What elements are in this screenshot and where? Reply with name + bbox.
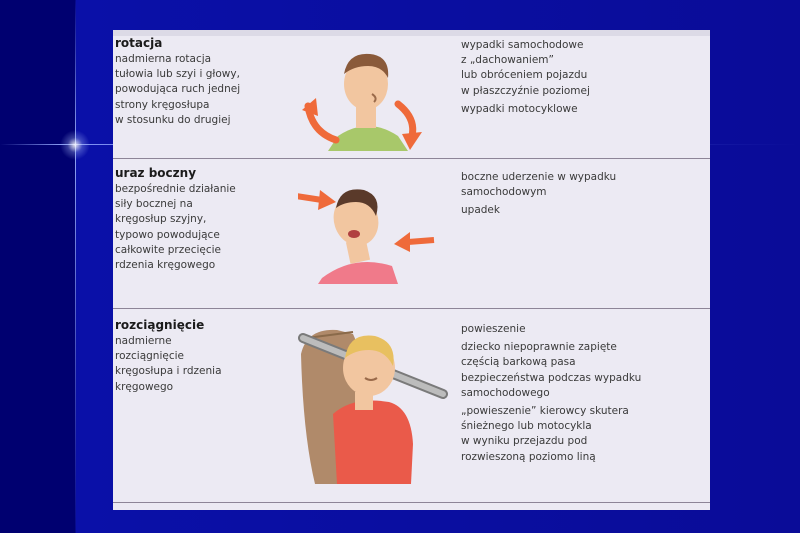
scanned-page bbox=[113, 30, 710, 510]
description-rotacja bbox=[115, 52, 275, 128]
cause-line: rozwieszoną poziomo liną bbox=[461, 450, 596, 463]
description-line: rozciągnięcie bbox=[115, 350, 184, 363]
description-line: siły bocznej na bbox=[115, 198, 193, 211]
cause-line: z „dachowaniem” bbox=[461, 54, 554, 67]
cause-line: śnieżnego lub motocykla bbox=[461, 420, 592, 433]
description-line: rdzenia kręgowego bbox=[115, 259, 216, 272]
description-line: tułowia lub szyi i głowy, bbox=[115, 68, 240, 81]
rotation-illustration bbox=[298, 36, 438, 151]
cause-line: upadek bbox=[461, 204, 500, 217]
description-rozciagniecie bbox=[115, 334, 275, 395]
description-line: w stosunku do drugiej bbox=[115, 113, 231, 126]
description-line: kręgosłup szyjny, bbox=[115, 213, 207, 226]
cause-line: boczne uderzenie w wypadku bbox=[461, 171, 617, 183]
term-rozciagniecie: rozciągnięcie bbox=[115, 318, 205, 332]
cause-line: „powieszenie” kierowcy skutera bbox=[461, 405, 629, 418]
row-divider bbox=[113, 158, 710, 159]
cause-line: powieszenie bbox=[461, 323, 526, 335]
cause-line: w wyniku przejazdu pod bbox=[461, 435, 588, 448]
description-line: nadmierne bbox=[115, 335, 172, 347]
description-line: typowo powodujące bbox=[115, 228, 220, 241]
term-rotacja: rotacja bbox=[115, 36, 163, 50]
decorative-cross-glow bbox=[60, 130, 90, 160]
description-line: nadmierna rotacja bbox=[115, 53, 212, 65]
cause-line: lub obróceniem pojazdu bbox=[461, 69, 588, 82]
causes-rotacja bbox=[461, 38, 701, 120]
cause-line: częścią barkową pasa bbox=[461, 356, 576, 369]
slide-left-band bbox=[0, 0, 75, 533]
cause-line: bezpieczeństwa podczas wypadku bbox=[461, 371, 642, 384]
cause-line: wypadki motocyklowe bbox=[461, 102, 578, 115]
cause-line: samochodowym bbox=[461, 186, 547, 199]
row-divider bbox=[113, 308, 710, 309]
decorative-vertical-line bbox=[75, 0, 76, 533]
description-line: kręgosłupa i rdzenia bbox=[115, 365, 222, 378]
row-divider bbox=[113, 502, 710, 503]
cause-line: samochodowego bbox=[461, 386, 550, 399]
causes-uraz-boczny bbox=[461, 170, 701, 222]
description-line: bezpośrednie działanie bbox=[115, 183, 236, 195]
description-line: kręgowego bbox=[115, 380, 174, 393]
description-line: powodująca ruch jednej bbox=[115, 83, 241, 96]
hyperextension-illustration bbox=[293, 314, 453, 484]
lateral-injury-illustration bbox=[298, 166, 438, 286]
description-uraz-boczny bbox=[115, 182, 275, 273]
cause-line: dziecko niepoprawnie zapięte bbox=[461, 341, 617, 354]
term-uraz-boczny: uraz boczny bbox=[115, 166, 197, 180]
description-line: całkowite przecięcie bbox=[115, 243, 221, 256]
description-line: strony kręgosłupa bbox=[115, 98, 210, 111]
cause-line: wypadki samochodowe bbox=[461, 39, 584, 51]
cause-line: w płaszczyźnie poziomej bbox=[461, 84, 590, 97]
causes-rozciagniecie bbox=[461, 322, 701, 468]
